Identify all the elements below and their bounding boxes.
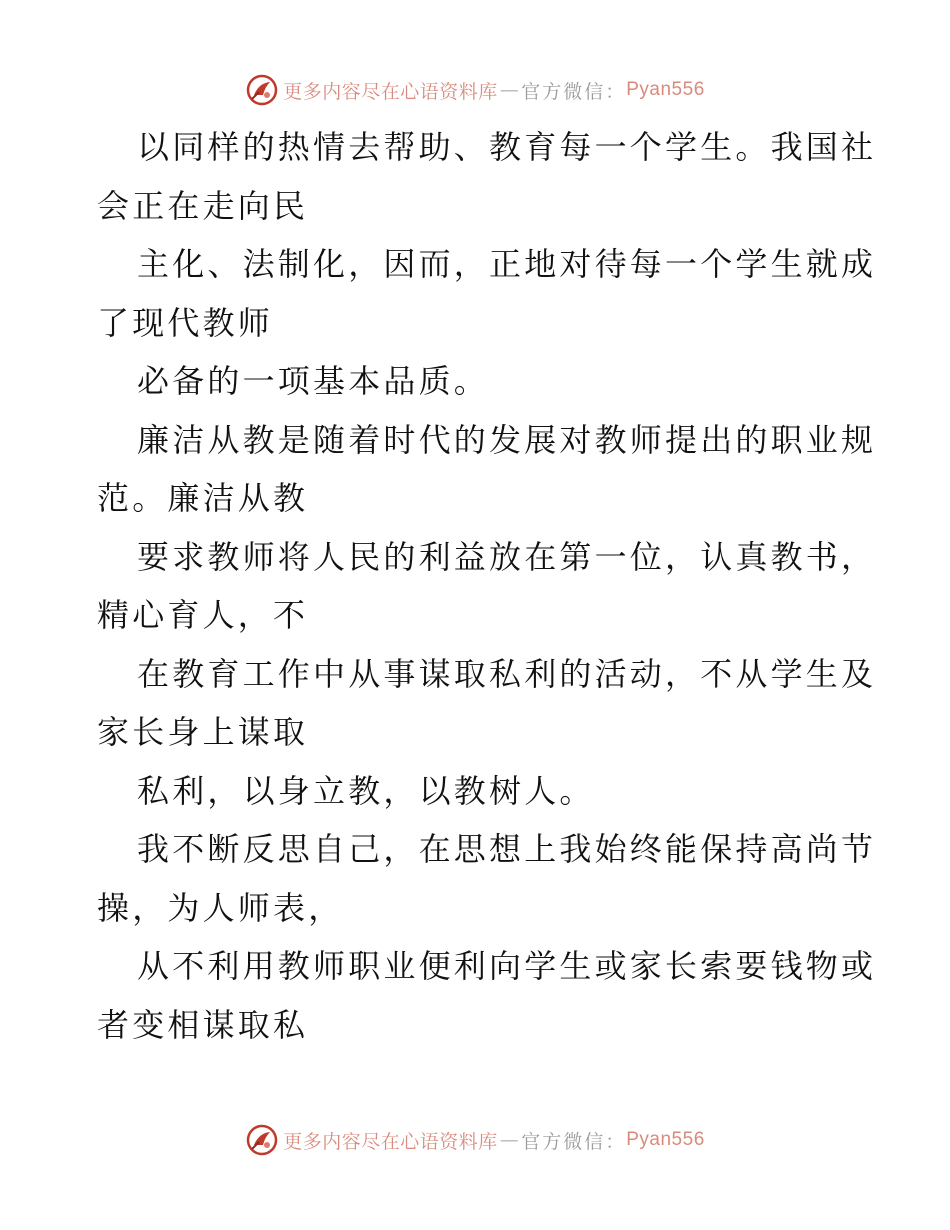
footer-banner bbox=[0, 1120, 950, 1160]
text-line: 私利，以身立教，以教树人。 bbox=[137, 771, 595, 810]
text-line: 家长身上谋取 bbox=[97, 713, 309, 751]
text-line: 操，为人师表， bbox=[97, 888, 344, 927]
brand-logo-icon bbox=[245, 73, 279, 107]
footer-brand-text: 更多内容尽在心语资料库 bbox=[283, 1130, 498, 1153]
header-brand-text: 更多内容尽在心语资料库 bbox=[283, 80, 498, 103]
header-banner bbox=[0, 70, 950, 110]
footer-official-label: 官方微信： bbox=[521, 1130, 627, 1153]
header-wechat-id: Pyan556 bbox=[626, 79, 705, 100]
text-line: 从不利用教师职业便利向学生或家长索要钱物或 bbox=[137, 947, 877, 985]
text-line: 必备的一项基本品质。 bbox=[137, 362, 490, 400]
text-line: 了现代教师 bbox=[97, 303, 274, 342]
footer-wechat-id: Pyan556 bbox=[626, 1129, 705, 1150]
footer-separator: — bbox=[499, 1129, 520, 1151]
text-line: 者变相谋取私 bbox=[97, 1005, 309, 1044]
text-line: 范。廉洁从教 bbox=[97, 479, 309, 517]
text-line: 在教育工作中从事谋取私利的活动，不从学生及 bbox=[137, 654, 877, 693]
brand-logo-icon bbox=[245, 1123, 279, 1157]
header-official-label: 官方微信： bbox=[521, 80, 627, 103]
text-line: 以同样的热情去帮助、教育每一个学生。我国社 bbox=[137, 128, 877, 166]
text-line: 要求教师将人民的利益放在第一位，认真教书， bbox=[137, 537, 877, 576]
document-body bbox=[97, 118, 877, 1054]
text-line: 廉洁从教是随着时代的发展对教师提出的职业规 bbox=[137, 420, 877, 459]
text-line: 主化、法制化，因而，正地对待每一个学生就成 bbox=[137, 245, 877, 283]
text-line: 我不断反思自己，在思想上我始终能保持高尚节 bbox=[137, 830, 877, 868]
text-line: 精心育人，不 bbox=[97, 596, 309, 634]
text-line: 会正在走向民 bbox=[97, 186, 309, 225]
header-separator: — bbox=[499, 79, 520, 101]
